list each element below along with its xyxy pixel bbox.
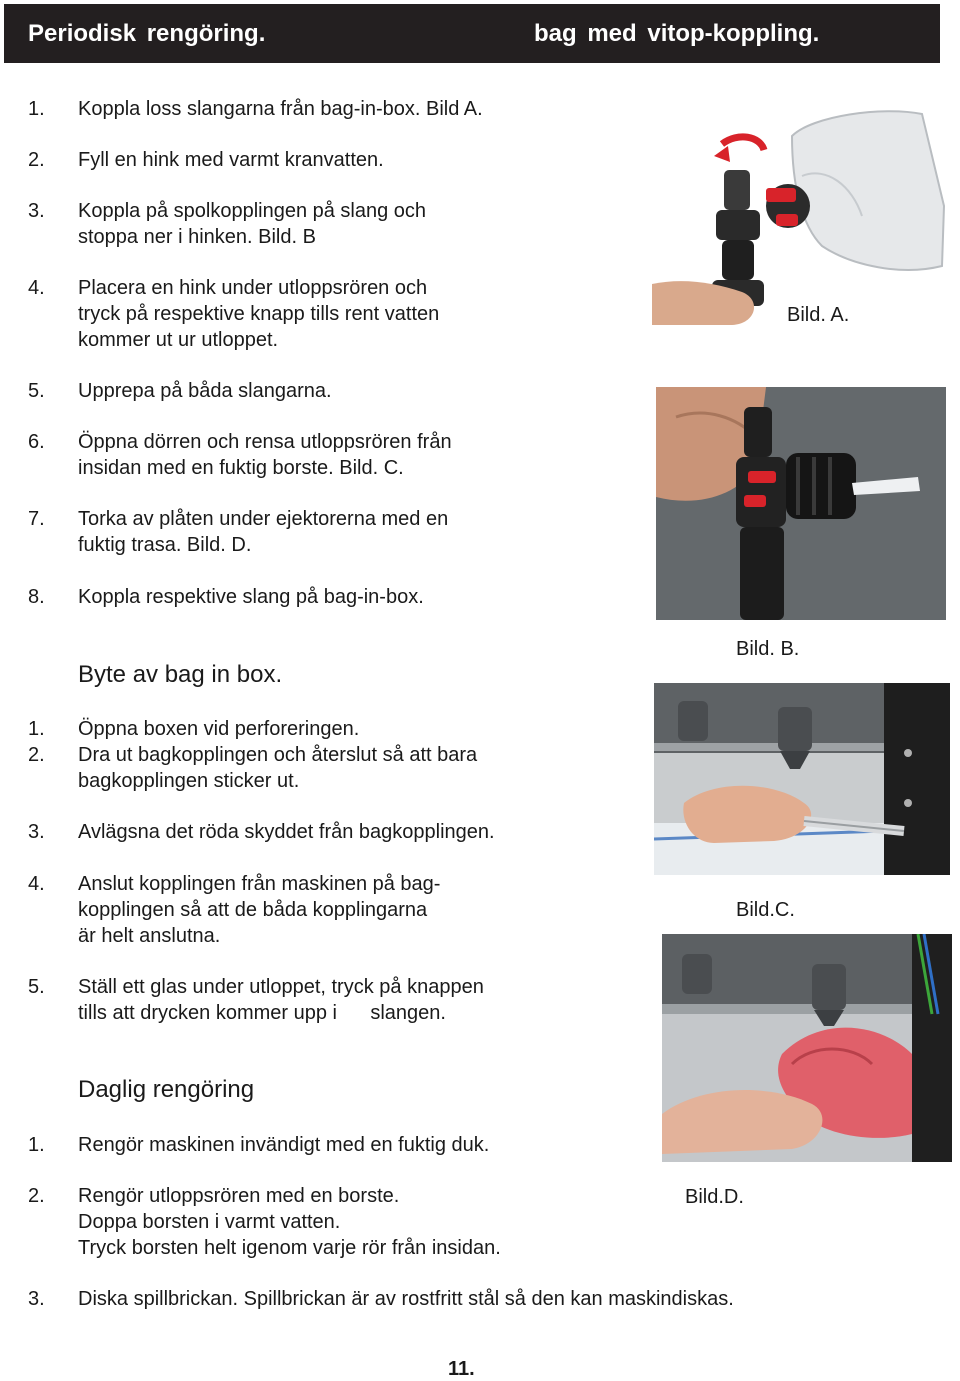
list-item-text: Avlägsna det röda skyddet från bagkopplingen. — [78, 821, 495, 843]
list-item-text: Torka av plåten under ejektorerna med en — [78, 508, 449, 530]
list-item-text: är helt anslutna. — [78, 925, 221, 947]
list-item-text: Koppla respektive slang på bag-in-box. — [78, 586, 424, 608]
photo-bild-d — [662, 934, 952, 1162]
photo-bild-c — [654, 683, 950, 875]
list-item-text: Anslut kopplingen från maskinen på bag- — [78, 873, 441, 895]
list-item-number: 8. — [28, 586, 45, 608]
list-item-number: 2. — [28, 744, 45, 766]
list-item-text: Rengör maskinen invändigt med en fuktig duk. — [78, 1134, 490, 1156]
list-item-number: 2. — [28, 1185, 45, 1207]
list-item-number: 6. — [28, 431, 45, 453]
section-heading-daily: Daglig rengöring — [78, 1076, 255, 1103]
caption-bild-c: Bild.C. — [736, 899, 795, 921]
list-item-text: Doppa borsten i varmt vatten. — [78, 1211, 341, 1233]
list-item-text: bagkopplingen sticker ut. — [78, 770, 300, 792]
list-item-number: 3. — [28, 200, 45, 222]
list-item-number: 4. — [28, 873, 45, 895]
list-item-number: 5. — [28, 976, 45, 998]
list-item-text: fuktig trasa. Bild. D. — [78, 534, 252, 556]
list-item-text: Fyll en hink med varmt kranvatten. — [78, 149, 384, 171]
list-item-text: Tryck borsten helt igenom varje rör från insidan. — [78, 1237, 501, 1259]
page-number: 11. — [448, 1358, 475, 1380]
header-title-right: bag med vitop-koppling. — [534, 20, 820, 47]
list-item-text: tryck på respektive knapp tills rent vatten — [78, 303, 440, 325]
list-item-text: Upprepa på båda slangarna. — [78, 380, 332, 402]
caption-bild-a: Bild. A. — [787, 304, 850, 326]
list-item-text: Öppna boxen vid perforeringen. — [78, 718, 360, 740]
list-item-text: Placera en hink under utloppsrören och — [78, 277, 428, 299]
list-item-text: Koppla loss slangarna från bag-in-box. Bild A. — [78, 98, 483, 120]
list-item-number: 1. — [28, 98, 45, 120]
list-item-text: Ställ ett glas under utloppet, tryck på knappen — [78, 976, 484, 998]
list-item-number: 3. — [28, 821, 45, 843]
list-item-text: stoppa ner i hinken. Bild. B — [78, 226, 316, 248]
list-item-number: 5. — [28, 380, 45, 402]
page-header — [4, 4, 940, 63]
header-title-left: Periodisk rengöring. — [28, 20, 266, 47]
list-item-text: kommer ut ur utloppet. — [78, 329, 279, 351]
list-item-number: 1. — [28, 718, 45, 740]
caption-bild-d: Bild.D. — [685, 1186, 744, 1208]
list-item-text: Rengör utloppsrören med en borste. — [78, 1185, 400, 1207]
list-item-text: Dra ut bagkopplingen och återslut så att bara — [78, 744, 478, 766]
caption-bild-b: Bild. B. — [736, 638, 800, 660]
list-item-number: 2. — [28, 149, 45, 171]
list-item-text: insidan med en fuktig borste. Bild. C. — [78, 457, 404, 479]
list-item-number: 1. — [28, 1134, 45, 1156]
list-item-text: tills att drycken kommer upp i slangen. — [78, 1002, 446, 1024]
list-item-text: Koppla på spolkopplingen på slang och — [78, 200, 427, 222]
list-item-number: 7. — [28, 508, 45, 530]
list-item-number: 3. — [28, 1288, 45, 1310]
list-item-text: kopplingen så att de båda kopplingarna — [78, 899, 428, 921]
list-item-number: 4. — [28, 277, 45, 299]
list-item-text: Diska spillbrickan. Spillbrickan är av rostfritt stål så den kan maskindiskas. — [78, 1288, 734, 1310]
photo-bild-a — [652, 106, 946, 326]
section-heading-bag-change: Byte av bag in box. — [78, 661, 283, 688]
list-item-text: Öppna dörren och rensa utloppsrören från — [78, 431, 452, 453]
photo-bild-b — [656, 387, 946, 620]
